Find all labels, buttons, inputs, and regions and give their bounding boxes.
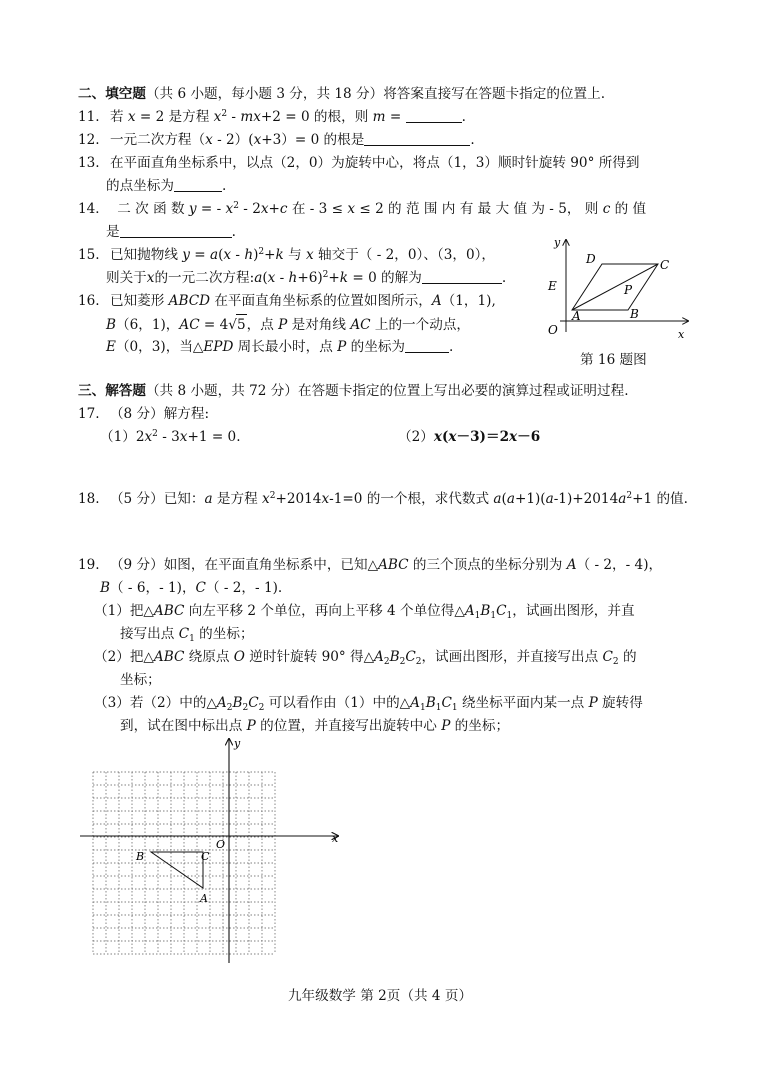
var-x: x [225,201,234,217]
q11-text: 若 [109,109,128,125]
q17-text: （1）2 [100,429,145,445]
q19-text: 的坐标； [194,626,254,642]
q13-text: 在平面直角坐标系中，以点（2，0）为旋转中心，将点（1，3）顺时针旋转 90° 所得到 [109,155,640,171]
question-19-part-3-line-2 [120,716,509,736]
q11-text: = [385,109,406,125]
sqrt-radicand: 5 [236,314,247,335]
q19-text: 绕坐标平面内某一点 [457,695,589,711]
figure-16-rhombus [538,232,698,350]
q19-text: 的位置，并直接写出旋转中心 [255,718,442,734]
var-x: x [433,429,442,445]
q16-text: （0，3)，当△ [115,339,204,355]
q19-text: 旋转得 [597,695,643,711]
q11-end: . [461,109,466,125]
var-x: x [223,247,232,263]
section-2-note: （共 6 小题，每小题 3 分，共 18 分）将答案直接写在答题卡指定的位置上. [145,86,606,102]
label-c: C [201,850,210,863]
subscript: 2 [226,703,233,713]
dotted-grid [93,772,275,954]
q11-text: ‐ [227,109,241,125]
q16-text: 已知菱形 [109,293,169,309]
q16-text: ，点 [246,317,279,333]
var-a: A [464,603,475,619]
q14-text: ≤ 2 的 范 围 内 有 最 大 值 为 ‐ 5， 则 [355,201,603,217]
section-3-note: （共 8 小题，共 72 分）在答题卡指定的位置上写出必要的演算过程或证明过程. [145,383,629,399]
q18-text: -1=0 的一个根，求代数式 [329,491,494,507]
q15-text: ‐ [231,247,245,263]
question-16-line-2 [106,314,470,335]
var-abc: ABC [153,649,185,665]
q11-text: = 2 是方程 [135,109,214,125]
q15-text: ) [253,247,259,263]
var-x: x [267,270,276,286]
question-18 [78,489,688,509]
question-number: 11. [78,109,100,125]
label-x: x [678,328,685,341]
q18-text: +1 的值. [632,491,688,507]
var-a: a [506,491,515,507]
var-c: c [279,201,288,217]
question-15-line-2 [106,268,506,288]
q17-text: +1 = 0. [187,429,241,445]
var-a: a [254,270,263,286]
q15-text: = [189,247,210,263]
question-number: 18. [78,491,100,507]
label-a: A [572,309,581,323]
label-o: O [216,838,226,851]
var-abcd: ABCD [168,293,211,309]
subscript: 1 [189,634,195,644]
question-number: 16. [78,293,100,309]
var-a: a [545,491,554,507]
q19-text: （ ‐ 6，‐ 1)， [110,580,196,596]
q19-text: 逆时针旋转 90° 得△ [244,649,375,665]
triangle-abc [151,852,203,888]
figure-19-grid [76,735,356,967]
q16-text: 上的一个动点， [370,317,471,333]
label-c: C [660,258,670,272]
var-h: h [244,247,254,263]
question-16-line-3 [106,337,453,357]
q16-text: 的坐标为 [346,339,406,355]
label-d: D [586,252,596,266]
var-b: B [106,317,116,333]
var-x: x [127,109,136,125]
q19-text: （2）把△ [94,649,154,665]
var-p: P [337,339,347,355]
q15-text: ( [218,247,224,263]
q14-text: ‐ 2 [238,201,261,217]
q15-text: +6) [297,270,323,286]
q14-text: 在 ‐ 3 ≤ [287,201,348,217]
var-c: C [405,649,416,665]
var-a: A [216,695,227,711]
question-15 [78,245,495,265]
q19-text: 的 [618,649,637,665]
var-abc: ABC [378,557,409,573]
answer-blank [364,132,470,146]
label-a: A [200,892,208,905]
var-b: B [425,695,436,711]
q15-text: = 0 的解为 [348,270,422,286]
q18-text: ( [501,491,507,507]
var-a: a [618,491,627,507]
question-number: 17. [78,406,100,422]
var-c: c [602,201,611,217]
q14-text: 的 值 [610,201,647,217]
question-number: 15. [78,247,100,263]
section-2-header [78,84,605,104]
var-x: x [144,429,153,445]
var-y: y [188,201,197,217]
answer-blank [405,339,449,353]
subscript: 1 [490,611,497,621]
var-x: x [306,247,314,263]
answer-blank [406,109,462,123]
q15-text: 则关于 [106,270,147,286]
q17-text: （2） [398,429,434,445]
exponent: 2 [221,109,228,119]
question-number: 14． [78,201,109,217]
q17-text: （8 分）解方程: [109,406,210,422]
q19-text: 的坐标； [450,718,510,734]
sqrt-sign: √ [228,317,237,333]
subscript: 2 [242,703,249,713]
label-b: B [136,850,145,863]
exponent: 2 [152,429,158,439]
subscript: 2 [383,657,390,667]
q16-text: 周长最小时，点 [233,339,338,355]
var-x: x [509,429,518,445]
exponent: 2 [322,270,329,280]
question-number: 19. [78,557,100,573]
var-k: k [275,247,284,263]
question-17-part-1 [100,427,241,447]
subscript: 2 [399,657,406,667]
var-x: x [253,132,262,148]
label-y: y [234,737,241,750]
question-11 [78,107,466,127]
question-12 [78,130,475,150]
var-o: O [233,649,245,665]
q14-end: . [231,224,236,240]
q19-text: （3）若（2）中的△ [94,695,217,711]
q19-text: 坐标； [120,672,161,688]
var-y: y [182,247,190,263]
q16-text: （6，1)， [116,317,180,333]
q15-text: 轴交于（ ‐ 2，0）、（3，0）， [313,247,495,263]
var-abc: ABC [153,603,185,619]
q18-text: +2014 [275,491,322,507]
question-19-part-3 [94,693,643,713]
var-p: P [246,718,256,734]
question-19 [78,555,662,575]
q11-text: +2 = 0 的根，则 [260,109,373,125]
q15-text: ‐ [275,270,289,286]
label-e: E [548,279,557,293]
question-14-line-2 [106,222,236,242]
q15-text: ( [262,270,268,286]
label-p: P [624,283,633,297]
q18-text: （5 分）已知： [109,491,205,507]
var-x: x [146,270,155,286]
var-m: m [372,109,386,125]
var-b: B [480,603,491,619]
q19-text: 绕原点 [184,649,234,665]
var-p: P [588,695,598,711]
q12-text: +3）= 0 的根是 [261,132,365,148]
exponent: 2 [626,491,633,501]
question-16 [78,291,496,311]
subscript: 1 [506,611,513,621]
answer-blank [422,270,502,284]
q15-text: + [328,270,340,286]
q15-text: 与 [283,247,307,263]
q18-text: 是方程 [212,491,263,507]
q17-text: ‐ 3 [157,429,180,445]
q16-text: （1，1), [441,293,496,309]
q16-end: . [449,339,454,355]
var-ac: AC [179,317,200,333]
var-h: h [288,270,298,286]
subscript: 2 [258,703,265,713]
var-x: x [213,109,222,125]
var-c: C [441,695,452,711]
section-2-num: 二、 [78,86,106,102]
q19-text: 可以看作由（1）中的△ [264,695,411,711]
q19-text: 接写出点 [120,626,179,642]
var-x: x [448,429,457,445]
var-mx: mx [240,109,261,125]
var-c: C [178,626,190,642]
answer-blank [174,178,222,192]
q19-text: ，试画出图形，并直接写出点 [421,649,603,665]
q15-text: 已知抛物线 [109,247,183,263]
question-14 [78,199,646,219]
label-x: x [332,832,339,845]
q19-text: （ ‐ 2，‐ 1). [205,580,283,596]
q19-text: 的三个顶点的坐标分别为 [408,557,567,573]
answer-blank [120,224,232,238]
q15-end: . [501,270,507,286]
var-k: k [339,270,349,286]
q13-text: 的点坐标为 [106,178,174,194]
section-3-num: 三、 [78,383,106,399]
question-17-part-2 [398,427,540,447]
var-x: x [262,491,270,507]
question-13 [78,153,639,173]
var-e: E [106,339,116,355]
var-c: C [496,603,507,619]
var-a: a [493,491,502,507]
q15-text: + [264,247,276,263]
var-p: P [278,317,288,333]
var-b: B [100,580,110,596]
q19-text: ，试画出图形，并直 [512,603,635,619]
q12-text: 一元二次方程（ [109,132,206,148]
question-number: 12. [78,132,100,148]
var-x: x [347,201,356,217]
question-number: 13. [78,155,100,171]
question-19-part-2-line-2 [120,670,161,690]
q19-text: 到，试在图中标出点 [120,718,247,734]
q19-text: （1）把△ [94,603,154,619]
section-3-title: 解答题 [105,383,146,399]
q14-text: + [268,201,280,217]
section-2-title: 填空题 [105,86,146,102]
var-p: P [441,718,451,734]
q19-text: （ ‐ 2，‐ 4)， [576,557,663,573]
label-y: y [554,236,561,249]
question-13-line-2 [106,176,226,196]
figure-16-caption: 第 16 题图 [580,352,647,368]
var-b: B [232,695,243,711]
var-x: x [260,201,269,217]
exponent: 2 [258,247,265,257]
exponent: 2 [233,201,239,211]
q12-end: . [470,132,475,148]
q16-text: = 4 [199,317,229,333]
var-epd: EPD [203,339,234,355]
q13-end: . [221,178,227,194]
exponent: 2 [269,491,276,501]
question-19-part-2 [94,647,637,667]
var-x: x [179,429,188,445]
q17-text: －6 [517,429,541,445]
question-17 [78,404,209,424]
q12-text: ‐ 2）( [212,132,254,148]
question-19-line-2 [100,578,282,598]
var-a: a [209,247,219,263]
q14-text: = ‐ [196,201,226,217]
q16-text: 在平面直角坐标系的位置如图所示， [210,293,432,309]
var-b: B [389,649,400,665]
q18-text: -1)+2014 [553,491,619,507]
var-a: A [431,293,442,309]
var-c: C [195,580,206,596]
label-b: B [630,307,639,321]
diagonal-ac [572,264,658,310]
var-c: C [602,649,613,665]
question-19-part-1 [94,601,635,621]
q17-text: －3)＝2 [456,429,510,445]
subscript: 1 [419,703,426,713]
var-x: x [321,491,330,507]
var-x: x [205,132,213,148]
q19-text: 向左平移 2 个单位，再向上平移 4 个单位得△ [184,603,465,619]
page-footer: 九年级数学 第 2页（共 4 页） [287,988,473,1004]
q15-text: 的一元二次方程: [154,270,255,286]
q14-text: 是 [106,224,120,240]
var-c: C [248,695,259,711]
subscript: 1 [435,703,442,713]
q17-text: ( [441,429,449,445]
q14-text: 二 次 函 数 [117,201,189,217]
var-a: A [566,557,577,573]
q18-text: +1)( [514,491,546,507]
section-3-header [78,381,629,401]
subscript: 2 [415,657,422,667]
question-19-part-1-line-2 [120,624,254,644]
subscript: 2 [612,657,619,667]
var-a: A [410,695,420,711]
var-a: a [204,491,213,507]
var-a: A [374,649,384,665]
label-o: O [548,323,558,337]
subscript: 1 [474,611,481,621]
q19-text: （9 分）如图，在平面直角坐标系中，已知△ [109,557,379,573]
var-ac: AC [350,317,371,333]
subscript: 1 [451,703,458,713]
q16-text: 是对角线 [287,317,351,333]
